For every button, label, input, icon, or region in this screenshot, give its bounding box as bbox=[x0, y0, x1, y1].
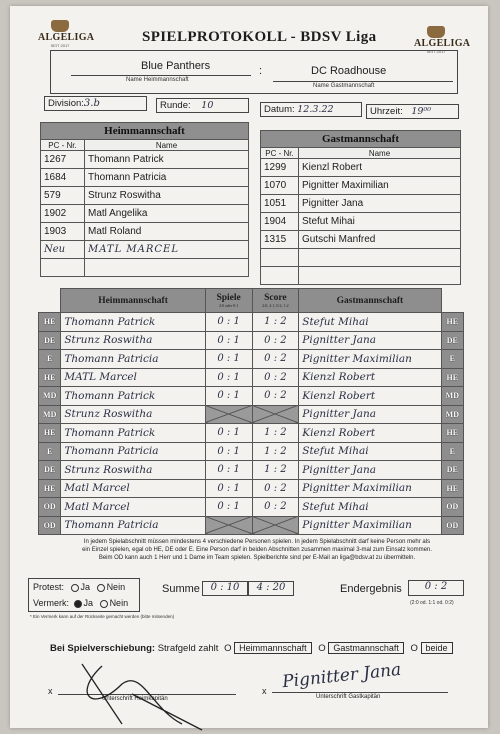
player-row bbox=[41, 223, 249, 241]
player-row bbox=[261, 177, 461, 195]
guest-player: Stefut Mihai bbox=[299, 313, 441, 332]
home-player: Thomann Patricia bbox=[61, 442, 205, 461]
game-code: MD bbox=[39, 405, 61, 424]
player-pc-number: 579 bbox=[41, 187, 85, 205]
game-code-guest: E bbox=[441, 442, 463, 461]
spiele-result: 0 : 1 bbox=[205, 498, 252, 517]
division-field: Division:3.b bbox=[44, 96, 147, 111]
home-player: Thomann Patricia bbox=[61, 350, 205, 369]
player-row bbox=[261, 249, 461, 267]
spiele-result: 0 : 1 bbox=[205, 368, 252, 387]
home-signature-scribble bbox=[62, 654, 212, 734]
game-code: E bbox=[39, 442, 61, 461]
player-row bbox=[261, 159, 461, 177]
score-result: 0 : 2 bbox=[252, 479, 299, 498]
game-code-guest: MD bbox=[441, 387, 463, 406]
page-title: SPIELPROTOKOLL - BDSV Liga bbox=[142, 29, 377, 45]
player-row bbox=[41, 169, 249, 187]
guest-player: Stefut Mihai bbox=[299, 498, 441, 517]
game-row bbox=[39, 479, 464, 498]
guest-team-name: DC Roadhouse bbox=[311, 65, 387, 77]
player-pc-number: 1299 bbox=[261, 159, 299, 177]
spiele-result: 0 : 1 bbox=[205, 313, 252, 332]
game-code-guest: HE bbox=[441, 424, 463, 443]
game-code: E bbox=[39, 350, 61, 369]
endergebnis-note: (2:0 od. 1:1 od. 0:2) bbox=[410, 600, 454, 606]
guest-team-label: Name Gastmannschaft bbox=[313, 83, 375, 89]
home-player: Strunz Roswitha bbox=[61, 405, 205, 424]
score-result: 0 : 2 bbox=[252, 331, 299, 350]
player-name: Pignitter Maximilian bbox=[299, 177, 461, 195]
player-pc-number: 1903 bbox=[41, 223, 85, 241]
home-players-table: Heimmannschaft PC - Nr. Name 1267 Thomann Patrick 1684 Thomann Patricia 579 Strunz Roswitha 1902 Matl Angelika 1903 Matl Roland Neu MATL MARCEL bbox=[40, 122, 249, 277]
crest-icon bbox=[51, 20, 69, 32]
vermerk-row: Vermerk: Ja Nein bbox=[33, 598, 129, 608]
player-row bbox=[41, 187, 249, 205]
rules-text: In jedem Spielabschnitt müssen mindestens 4 verschiedene Personen spielen. In jedem Spielabschnitt darf keine Person mehr als ein Einzel spielen, egal ob HE, DE oder E. Eine Person darf in beiden Abschnitten zusammen maximal 3-mal zum Einsatz kommen. Beim OD kann auch 1 Herr und 1 Dame im Team spielen. Spielberichte sind per E-Mail an liga@bdsv.at zu übermitteln. bbox=[82, 539, 432, 561]
game-code: OD bbox=[39, 498, 61, 517]
guest-signature: Pignitter Jana bbox=[281, 659, 403, 693]
player-pc-number: Neu bbox=[41, 241, 85, 259]
guest-player: Pignitter Jana bbox=[299, 461, 441, 480]
home-player: Matl Marcel bbox=[61, 498, 205, 517]
game-row bbox=[39, 498, 464, 517]
crest-icon bbox=[427, 26, 445, 38]
guest-player: Kienzl Robert bbox=[299, 424, 441, 443]
uhrzeit-field: Uhrzeit: 19⁰⁰ bbox=[366, 104, 459, 119]
player-pc-number: 1904 bbox=[261, 213, 299, 231]
guest-player: Pignitter Maximilian bbox=[299, 479, 441, 498]
endergebnis-value: 0 : 2 bbox=[408, 580, 464, 596]
guest-signature-label: Unterschrift Gastkapitän bbox=[316, 694, 381, 700]
player-name bbox=[85, 259, 249, 277]
vermerk-note: * Ein Vermerk kann auf der Rückseite gemacht werden (bitte mitsenden) bbox=[30, 614, 175, 619]
spiele-result: 0 : 1 bbox=[205, 424, 252, 443]
protest-nein-radio[interactable] bbox=[97, 584, 105, 592]
score-result: 0 : 2 bbox=[252, 498, 299, 517]
guest-player: Pignitter Maximilian bbox=[299, 516, 441, 535]
game-row bbox=[39, 331, 464, 350]
game-row bbox=[39, 424, 464, 443]
game-code-guest: HE bbox=[441, 479, 463, 498]
guest-player: Kienzl Robert bbox=[299, 368, 441, 387]
game-code-guest: OD bbox=[441, 516, 463, 535]
score-result: 1 : 2 bbox=[252, 313, 299, 332]
spiele-result: 0 : 1 bbox=[205, 387, 252, 406]
game-code: DE bbox=[39, 331, 61, 350]
games-table: Heimmannschaft Spiele 2:0 oder 0:1 Score 2:0, 2:1, 0:2, 1:2 Gastmannschaft HE Thomann Patrick 0 : 1 1 : 2 Stefut Mihai HE DE Strunz Roswitha 0 : 1 0 : 2 Pignitter Jana DE E Thomann Patricia 0 : 1 0 : 2 Pignitter Maximilian E HE MATL Marcel 0 : 1 0 : 2 Kienzl Robert HE MD Thomann Patrick 0 : 1 0 : 2 Kienzl Robert MD MD Strunz Roswitha Pignitter Jana MD HE Thomann Patrick 0 : 1 1 : 2 Kienzl Robert HE E Thomann Patricia 0 : 1 1 : 2 Stefut Mihai E DE Strunz Roswitha 0 : 1 1 : 2 Pignitter Jana DE HE Matl Marcel 0 : 1 0 : 2 Pignitter Maximilian HE OD Matl Marcel 0 : 1 0 : 2 Stefut Mihai OD OD Thomann Patricia Pignitter Maximilian OD bbox=[38, 288, 464, 535]
home-signature-label: Unterschrift Heimkapitän bbox=[102, 696, 168, 702]
game-code: HE bbox=[39, 368, 61, 387]
home-player: Thomann Patrick bbox=[61, 387, 205, 406]
score-result bbox=[252, 405, 299, 424]
player-name: Gutschi Manfred bbox=[299, 231, 461, 249]
score-result bbox=[252, 516, 299, 535]
player-name: Strunz Roswitha bbox=[85, 187, 249, 205]
vermerk-nein-radio[interactable] bbox=[100, 600, 108, 608]
spiele-result: 0 : 1 bbox=[205, 461, 252, 480]
player-name: Matl Angelika bbox=[85, 205, 249, 223]
summe-score: 4 : 20 bbox=[248, 581, 294, 596]
game-code-guest: OD bbox=[441, 498, 463, 517]
datum-field: Datum: 12.3.22 bbox=[260, 102, 362, 117]
player-pc-number: 1070 bbox=[261, 177, 299, 195]
game-code: MD bbox=[39, 387, 61, 406]
player-name bbox=[299, 267, 461, 285]
player-name: Pignitter Jana bbox=[299, 195, 461, 213]
game-code-guest: HE bbox=[441, 368, 463, 387]
score-result: 0 : 2 bbox=[252, 387, 299, 406]
summe-label: Summe bbox=[162, 583, 200, 595]
option-heimmannschaft[interactable]: Heimmannschaft bbox=[234, 642, 312, 654]
home-player: Strunz Roswitha bbox=[61, 461, 205, 480]
league-logo-right: ALGELIGA SEIT 2017 bbox=[414, 26, 458, 56]
guest-player: Pignitter Jana bbox=[299, 331, 441, 350]
spiele-result: 0 : 1 bbox=[205, 442, 252, 461]
spiele-result: 0 : 1 bbox=[205, 350, 252, 369]
game-row bbox=[39, 516, 464, 535]
player-name: Matl Roland bbox=[85, 223, 249, 241]
score-result: 1 : 2 bbox=[252, 461, 299, 480]
protest-ja-radio[interactable] bbox=[71, 584, 79, 592]
spiele-result bbox=[205, 516, 252, 535]
game-row bbox=[39, 442, 464, 461]
player-row bbox=[261, 267, 461, 285]
score-result: 0 : 2 bbox=[252, 350, 299, 369]
player-name: Thomann Patrick bbox=[85, 151, 249, 169]
guest-player: Pignitter Maximilian bbox=[299, 350, 441, 369]
game-row bbox=[39, 313, 464, 332]
player-pc-number bbox=[261, 267, 299, 285]
player-name: MATL MARCEL bbox=[85, 241, 249, 259]
game-code-guest: DE bbox=[441, 461, 463, 480]
option-gastmannschaft[interactable]: Gastmannschaft bbox=[328, 642, 404, 654]
home-player: Thomann Patricia bbox=[61, 516, 205, 535]
player-name bbox=[299, 249, 461, 267]
game-code-guest: HE bbox=[441, 313, 463, 332]
option-beide[interactable]: beide bbox=[421, 642, 453, 654]
player-pc-number: 1315 bbox=[261, 231, 299, 249]
game-code: HE bbox=[39, 424, 61, 443]
player-pc-number: 1051 bbox=[261, 195, 299, 213]
score-sheet: ALGELIGA SEIT 2017 ALGELIGA SEIT 2017 SPIELPROTOKOLL - BDSV Liga Blue Panthers Name Heimmannschaft : DC Roadhouse Name Gastmannschaft Division:3.b Runde: 10 Datum: 12.3.22 Uhrzeit: 19⁰⁰ Heimmannschaft PC - Nr. Name 1267 Thomann Patrick 1684 Thomann Patricia 579 Strunz Roswitha 1902 Matl Angelika 1903 Matl Roland Neu MATL MARCEL Gastmannschaft PC - Nr. Name 1299 Kienzl Robert 1070 Pignitter Maximilian 1051 Pignitter Jana 1904 Stefut Mihai 1315 Gutschi Manfred Heimmannschaft Spiele 2:0 oder 0:1 Score 2:0, 2:1, 0:2, 1:2 Gastmannschaft HE Thomann Patrick 0 : 1 1 : 2 Stefut Mihai HE DE Strunz Roswitha 0 : 1 0 : 2 Pignitter Jana DE E Thomann Patricia 0 : 1 0 : 2 Pignitter Maximilian E HE MATL Marcel 0 : 1 0 : 2 Kienzl Robert HE MD Thomann Patrick 0 : 1 0 : 2 Kienzl Robert MD MD Strunz Roswitha Pignitter Jana MD HE Thomann Patrick 0 : 1 1 : 2 Kienzl Robert HE E Thomann Patricia 0 : 1 1 : 2 Stefut Mihai E DE Strunz Roswitha 0 : 1 1 : 2 Pignitter Jana DE HE Matl Marcel 0 : 1 0 : 2 Pignitter Maximilian HE OD Matl Marcel 0 : 1 0 : 2 Stefut Mihai OD OD Thomann Patricia Pignitter Maximilian OD In jedem Spielabschnitt müssen mindestens 4 verschiedene Personen spielen. In jedem Spielabschnitt darf keine Person mehr als ein Einzel spielen, egal ob HE, DE oder E. Eine Person darf in beiden Abschnitten zusammen maximal 3-mal zum Einsatz kommen. Beim OD kann auch 1 Herr und 1 Dame im Team spielen. Spielberichte sind per E-Mail an liga@bdsv.at zu übermitteln. Protest: Ja Nein Vermerk: Ja Nein * Ein Vermerk kann auf der Rückseite gemacht werden (bitte mitsenden) Summe 0 : 10 4 : 20 Endergebnis 0 : 2 (2:0 od. 1:1 od. 0:2) Bei Spielverschiebung: Strafgeld zahlt O Heimmannschaft O Gastmannschaft O beide x Unterschrift Heimkapitän x Unterschrift Gastkapitän Pignitter Jana bbox=[10, 6, 488, 728]
score-result: 0 : 2 bbox=[252, 368, 299, 387]
game-row bbox=[39, 368, 464, 387]
game-code-guest: DE bbox=[441, 331, 463, 350]
game-code-guest: MD bbox=[441, 405, 463, 424]
player-pc-number bbox=[41, 259, 85, 277]
home-player: Thomann Patrick bbox=[61, 424, 205, 443]
player-row bbox=[41, 205, 249, 223]
protest-vermerk-box bbox=[28, 578, 140, 612]
game-code: OD bbox=[39, 516, 61, 535]
player-pc-number bbox=[261, 249, 299, 267]
spiele-result: 0 : 1 bbox=[205, 331, 252, 350]
player-name: Thomann Patricia bbox=[85, 169, 249, 187]
league-logo-left: ALGELIGA SEIT 2017 bbox=[38, 20, 82, 50]
player-row bbox=[261, 231, 461, 249]
game-row bbox=[39, 387, 464, 406]
home-player: Strunz Roswitha bbox=[61, 331, 205, 350]
game-row bbox=[39, 461, 464, 480]
player-pc-number: 1902 bbox=[41, 205, 85, 223]
spiele-result: 0 : 1 bbox=[205, 479, 252, 498]
team-names-box: Blue Panthers Name Heimmannschaft : DC Roadhouse Name Gastmannschaft bbox=[50, 50, 458, 94]
home-player: Thomann Patrick bbox=[61, 313, 205, 332]
guest-player: Stefut Mihai bbox=[299, 442, 441, 461]
game-code: DE bbox=[39, 461, 61, 480]
player-row bbox=[41, 259, 249, 277]
player-row bbox=[41, 151, 249, 169]
home-team-name: Blue Panthers bbox=[141, 60, 211, 72]
game-code: HE bbox=[39, 479, 61, 498]
guest-players-table: Gastmannschaft PC - Nr. Name 1299 Kienzl Robert 1070 Pignitter Maximilian 1051 Pignitter Jana 1904 Stefut Mihai 1315 Gutschi Manfred bbox=[260, 130, 461, 285]
score-result: 1 : 2 bbox=[252, 442, 299, 461]
player-row bbox=[41, 241, 249, 259]
player-name: Stefut Mihai bbox=[299, 213, 461, 231]
player-pc-number: 1684 bbox=[41, 169, 85, 187]
summe-spiele: 0 : 10 bbox=[202, 581, 248, 596]
spielverschiebung-row: Bei Spielverschiebung: Strafgeld zahlt O Heimmannschaft O Gastmannschaft O beide bbox=[50, 642, 453, 654]
player-name: Kienzl Robert bbox=[299, 159, 461, 177]
guest-player: Kienzl Robert bbox=[299, 387, 441, 406]
runde-field: Runde: 10 bbox=[156, 98, 249, 113]
home-player: MATL Marcel bbox=[61, 368, 205, 387]
guest-player: Pignitter Jana bbox=[299, 405, 441, 424]
game-row bbox=[39, 350, 464, 369]
game-code: HE bbox=[39, 313, 61, 332]
game-code-guest: E bbox=[441, 350, 463, 369]
home-team-label: Name Heimmannschaft bbox=[126, 77, 189, 83]
protest-row: Protest: Ja Nein bbox=[33, 582, 126, 592]
score-result: 1 : 2 bbox=[252, 424, 299, 443]
player-pc-number: 1267 bbox=[41, 151, 85, 169]
endergebnis-label: Endergebnis bbox=[340, 583, 402, 595]
home-player: Matl Marcel bbox=[61, 479, 205, 498]
player-row bbox=[261, 213, 461, 231]
player-row bbox=[261, 195, 461, 213]
game-row bbox=[39, 405, 464, 424]
spiele-result bbox=[205, 405, 252, 424]
vermerk-ja-radio[interactable] bbox=[74, 600, 82, 608]
